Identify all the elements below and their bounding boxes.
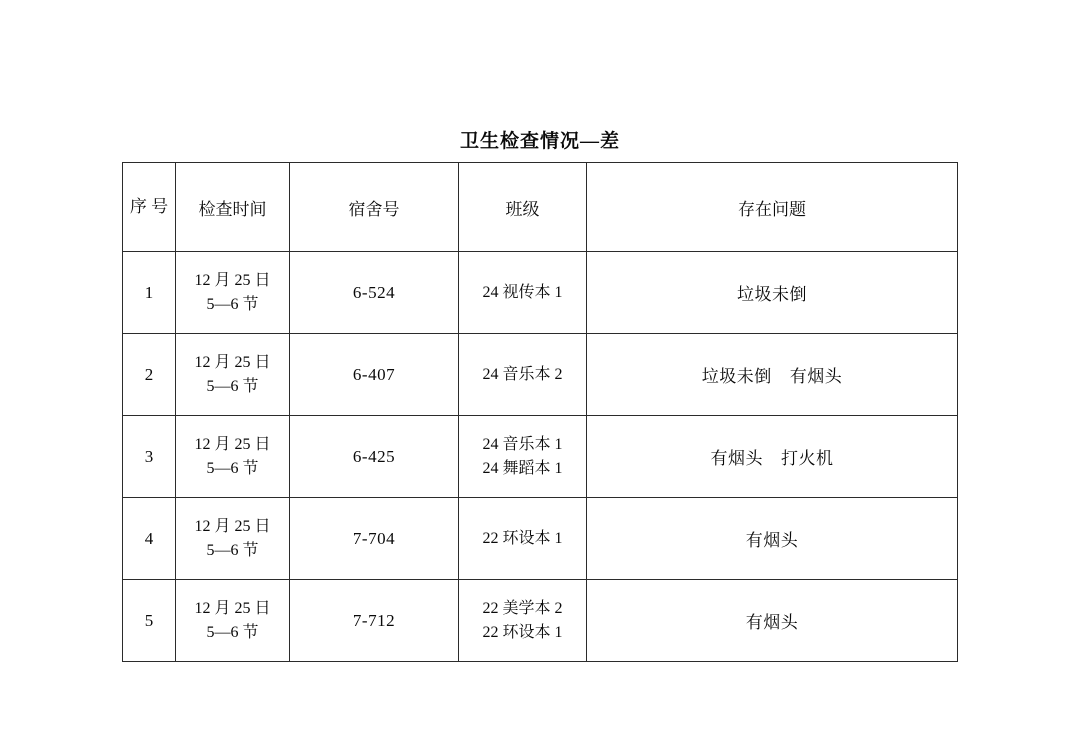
cell-time xyxy=(176,334,290,416)
cell-dorm: 6-524 xyxy=(290,252,459,334)
cell-time-line2: 5—6 节 xyxy=(206,459,259,477)
table-row xyxy=(123,252,958,334)
table-row xyxy=(123,580,958,662)
cell-class xyxy=(459,498,587,580)
cell-issue-part1: 有烟头 xyxy=(745,531,799,550)
cell-class xyxy=(459,580,587,662)
cell-class xyxy=(459,416,587,498)
cell-class-line1: 22 环设本 1 xyxy=(482,529,563,547)
cell-issue-part2: 打火机 xyxy=(781,449,834,468)
table-body xyxy=(123,252,958,662)
table-row xyxy=(123,416,958,498)
cell-time-line2: 5—6 节 xyxy=(206,295,259,313)
cell-class xyxy=(459,252,587,334)
column-header-seq xyxy=(123,163,176,252)
cell-dorm: 7-704 xyxy=(290,498,459,580)
cell-time-line1: 12 月 25 日 xyxy=(194,436,271,454)
cell-dorm: 7-712 xyxy=(290,580,459,662)
column-header-dorm: 宿舍号 xyxy=(290,163,459,252)
cell-issue-part1: 垃圾未倒 xyxy=(737,285,807,304)
cell-class-line1: 24 音乐本 2 xyxy=(482,365,563,383)
cell-time xyxy=(176,416,290,498)
cell-time-line2: 5—6 节 xyxy=(206,541,259,559)
page-title: 卫生检查情况—差 xyxy=(459,131,620,152)
cell-time xyxy=(176,580,290,662)
cell-class-line1: 24 视传本 1 xyxy=(482,283,563,301)
table-row xyxy=(123,334,958,416)
cell-seq: 1 xyxy=(123,252,176,334)
inspection-table xyxy=(122,162,958,662)
cell-seq: 2 xyxy=(123,334,176,416)
cell-issue xyxy=(587,416,958,498)
cell-class-line2: 22 环设本 1 xyxy=(482,623,563,641)
cell-time-line1: 12 月 25 日 xyxy=(194,354,271,372)
cell-time-line2: 5—6 节 xyxy=(206,377,259,395)
cell-issue xyxy=(587,252,958,334)
cell-time-line1: 12 月 25 日 xyxy=(194,600,271,618)
column-header-seq-line2: 号 xyxy=(151,197,169,217)
cell-time-line2: 5—6 节 xyxy=(206,623,259,641)
cell-time xyxy=(176,498,290,580)
table-header-row xyxy=(123,163,958,252)
cell-issue xyxy=(587,334,958,416)
table-header xyxy=(123,163,958,252)
column-header-class: 班级 xyxy=(459,163,587,252)
cell-issue-part1: 有烟头 xyxy=(745,613,799,632)
column-header-issue: 存在问题 xyxy=(587,163,958,252)
cell-seq: 4 xyxy=(123,498,176,580)
cell-issue xyxy=(587,498,958,580)
cell-issue-part1: 垃圾未倒 xyxy=(701,367,772,386)
cell-seq: 3 xyxy=(123,416,176,498)
cell-issue xyxy=(587,580,958,662)
cell-class-line2: 24 舞蹈本 1 xyxy=(482,459,563,477)
inspection-table-container xyxy=(122,162,952,662)
cell-issue-part2: 有烟头 xyxy=(789,367,843,386)
cell-time xyxy=(176,252,290,334)
table-row xyxy=(123,498,958,580)
cell-seq: 5 xyxy=(123,580,176,662)
column-header-time: 检查时间 xyxy=(176,163,290,252)
cell-dorm: 6-425 xyxy=(290,416,459,498)
cell-issue-part1: 有烟头 xyxy=(710,449,763,468)
cell-class xyxy=(459,334,587,416)
cell-dorm: 6-407 xyxy=(290,334,459,416)
cell-time-line1: 12 月 25 日 xyxy=(194,518,271,536)
column-header-seq-line1: 序 xyxy=(129,197,147,217)
cell-time-line1: 12 月 25 日 xyxy=(194,272,271,290)
cell-class-line1: 22 美学本 2 xyxy=(482,600,563,618)
cell-class-line1: 24 音乐本 1 xyxy=(482,436,563,454)
